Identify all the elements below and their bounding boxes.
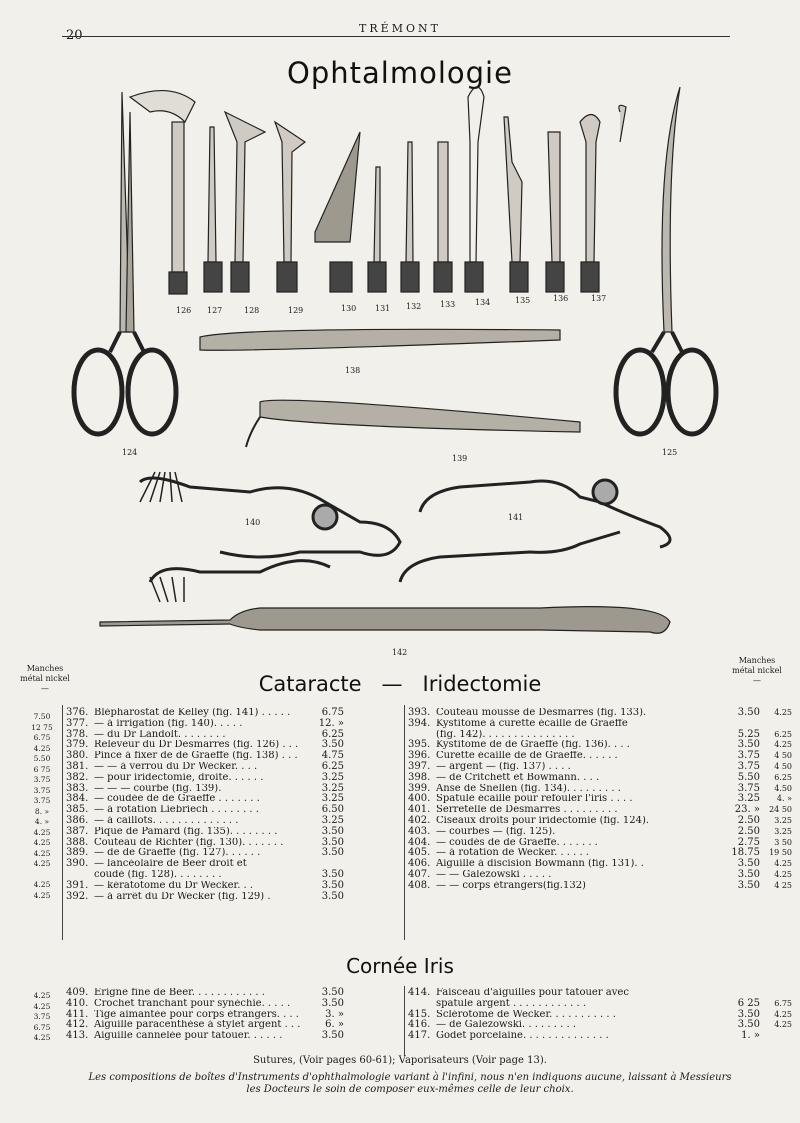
list-item	[66, 870, 344, 881]
list-item	[408, 816, 792, 827]
item-price: 3.50	[737, 739, 760, 751]
right-column-header-dash: —	[753, 676, 761, 685]
item-text: Sclérotome de Wecker. . . . . . . . . . .	[436, 1009, 616, 1020]
item-nickel	[760, 719, 792, 730]
item-text: coudé (fig. 128). . . . . . . .	[94, 869, 222, 880]
nickel-price: 3.75	[33, 1012, 51, 1021]
item-num: 399.	[408, 782, 431, 794]
item-text: Aiguille paracenthèse à stylet argent . . .	[94, 1020, 301, 1031]
item-text: Serretelle de Desmarres . . . . . . . . .	[436, 805, 618, 816]
item-text: — pour iridectomie, droite. . . . . .	[94, 772, 264, 783]
item-num: 415.	[408, 1008, 431, 1020]
title-cataracte: Cataracte	[258, 672, 362, 696]
item-price: 2.50	[737, 825, 760, 837]
item-price: 3.25	[321, 793, 344, 805]
item-price: 6.25	[321, 728, 344, 740]
item-text: — lancéolaire de Beer droit et	[94, 859, 247, 870]
item-nickel: 24 50	[769, 805, 792, 815]
cataracte-left-list	[66, 708, 344, 902]
list-item	[66, 999, 344, 1010]
item-price: 3.50	[737, 1008, 760, 1020]
list-item	[66, 859, 344, 870]
item-nickel: 4.25	[774, 708, 792, 717]
list-item	[408, 848, 792, 859]
item-num: 381.	[66, 760, 89, 772]
list-item	[408, 1020, 792, 1031]
item-price: 3.50	[321, 997, 344, 1009]
item-text: — à caillots. . . . . . . . . . . . . .	[94, 815, 239, 826]
item-text: — — corps étrangers(fig.132)	[436, 880, 586, 891]
item-num: 388.	[66, 836, 89, 848]
item-num: 414.	[408, 987, 431, 998]
list-item	[408, 762, 792, 773]
item-price: 3.25	[737, 793, 760, 805]
item-num: 403.	[408, 825, 431, 837]
item-num: 380.	[66, 750, 89, 762]
item-price: 3.50	[737, 879, 760, 891]
nickel-price	[22, 870, 62, 881]
item-price: 6. »	[325, 1019, 344, 1031]
nickel-price: 4.25	[33, 827, 51, 837]
item-nickel: 4.25	[774, 869, 792, 879]
item-text: — kératotome du Dr Wecker. . .	[94, 880, 254, 891]
item-price: 3.50	[737, 1019, 760, 1031]
list-item	[408, 859, 792, 870]
list-item	[66, 773, 344, 784]
nickel-price: 5.50	[33, 754, 51, 763]
item-text: Tige aimantée pour corps étrangers. . . .	[94, 1009, 299, 1020]
item-text: — à irrigation (fig. 140). . . . .	[94, 718, 243, 729]
item-price: 3.50	[321, 987, 344, 998]
item-nickel: 6.25	[774, 729, 792, 739]
fig-label-125: 125	[662, 448, 678, 457]
item-price: 4.75	[321, 750, 344, 762]
item-text: — à rotation de Wecker. . . . . .	[436, 848, 590, 859]
nickel-price: 4.25	[33, 859, 51, 868]
nickel-price: 4.25	[33, 848, 51, 858]
fig-label-126: 126	[176, 306, 192, 315]
item-nickel: 4.25	[774, 740, 792, 750]
list-item	[408, 1010, 792, 1021]
item-num: 382.	[66, 771, 89, 783]
item-text: — coudés de de Graeffe. . . . . . .	[436, 837, 598, 848]
item-text: Couteau de Richter (fig. 130). . . . . . .	[94, 837, 284, 848]
handle-instruments-drawing	[130, 87, 626, 294]
item-text: — de Galezowski. . . . . . . . .	[436, 1020, 577, 1031]
item-price: 3.50	[321, 890, 344, 902]
item-num: 394.	[408, 717, 431, 729]
list-item	[66, 1020, 344, 1031]
item-nickel: 6.25	[774, 772, 792, 782]
list-item	[66, 881, 344, 892]
item-text: Aiguille cannelée pour tatouer. . . . . .	[94, 1031, 283, 1042]
list-item	[66, 805, 344, 816]
item-num: 392.	[66, 890, 89, 902]
list-item	[66, 848, 344, 859]
item-num: 378.	[66, 728, 89, 740]
item-num: 407.	[408, 868, 431, 880]
nickel-price: 6 75	[33, 764, 51, 774]
item-nickel: 4. »	[776, 794, 792, 804]
section-title-cataracte	[0, 672, 800, 696]
nickel-price: 4.25	[33, 1001, 51, 1011]
item-text: Kystitome de de Graeffe (fig. 136). . . .	[436, 740, 630, 751]
item-nickel: 4 50	[774, 761, 792, 771]
left-divider	[62, 705, 63, 940]
item-text: — de Critchett et Bowmann. . . .	[436, 772, 600, 783]
left-nickel-prices	[22, 712, 62, 901]
item-nickel	[760, 1031, 792, 1042]
fig-label-139: 139	[452, 454, 468, 463]
item-num: 386.	[66, 814, 89, 826]
sutures-line: Sutures, (Voir pages 60-61); Vaporisateurs (Voir page 13).	[253, 1055, 547, 1066]
item-num: 413.	[66, 1030, 89, 1042]
nickel-price: 8. »	[34, 806, 50, 816]
list-item	[66, 816, 344, 827]
nickel-price: 4.25	[33, 890, 51, 900]
item-num: 396.	[408, 750, 431, 762]
footer-note: Les compositions de boîtes d'Instruments d'ophthalmologie variant à l'infini, nous n'en indiquons aucune, laissant à Messieurs les Docteurs le soin de composer eux-mêmes celle de leur choix.	[88, 1072, 732, 1095]
item-num: 406.	[408, 858, 431, 870]
item-price: 3.50	[321, 847, 344, 859]
nickel-price: 3.75	[33, 775, 51, 784]
item-num: 417.	[408, 1030, 431, 1042]
item-price: 23. »	[734, 804, 760, 816]
fig-label-138: 138	[345, 366, 361, 375]
item-price: 2.75	[737, 836, 760, 848]
item-price: 3.25	[321, 782, 344, 794]
item-price: 3.50	[737, 858, 760, 870]
item-price: 3.50	[321, 825, 344, 837]
list-item	[66, 827, 344, 838]
list-item	[66, 762, 344, 773]
nickel-price: 6.75	[33, 733, 51, 742]
list-item	[66, 740, 344, 751]
item-price: 2.50	[737, 814, 760, 826]
item-num	[408, 999, 436, 1010]
instruments-illustration	[60, 82, 740, 662]
item-num: 398.	[408, 771, 431, 783]
list-item	[408, 730, 792, 741]
fig-label-141: 141	[508, 513, 524, 522]
fig-label-142: 142	[392, 648, 408, 657]
item-price: 3.50	[321, 836, 344, 848]
item-num: 384.	[66, 793, 89, 805]
item-num: 416.	[408, 1019, 431, 1031]
item-text: Pince à fixer de de Graeffe (fig. 138) . . .	[94, 751, 298, 762]
item-text: — du Dr Landolt. . . . . . . .	[94, 729, 226, 740]
item-price: 3.50	[737, 707, 760, 718]
fig-label-133: 133	[440, 300, 456, 309]
header-rule	[62, 36, 730, 37]
kystitome-142-drawing	[100, 607, 670, 634]
item-num: 387.	[66, 825, 89, 837]
speculum-141-drawing	[400, 480, 670, 582]
item-num: 379.	[66, 739, 89, 751]
item-nickel: 4 50	[774, 751, 792, 761]
item-text: Crochet tranchant pour synéchie. . . . .	[94, 998, 291, 1009]
item-price	[730, 719, 760, 730]
item-text: Anse de Snellen (fig. 134). . . . . . . . .	[436, 783, 621, 794]
nickel-price: 4.25	[33, 838, 51, 847]
nickel-price: 4.25	[33, 991, 51, 1000]
item-price: 3.25	[321, 771, 344, 783]
item-text: — — à verrou du Dr Wecker. . . .	[94, 761, 258, 772]
item-num: 400.	[408, 793, 431, 805]
list-item	[66, 708, 344, 719]
item-nickel: 6.75	[774, 998, 792, 1008]
nickel-price: 4.25	[33, 743, 51, 753]
item-price: 1. »	[741, 1030, 760, 1042]
item-num: 377.	[66, 717, 89, 729]
cornee-left-list	[66, 988, 344, 1042]
list-item	[408, 784, 792, 795]
item-num: 412.	[66, 1019, 89, 1031]
cornee-left-nickel-prices	[22, 991, 62, 1044]
item-num: 401.	[408, 804, 431, 816]
item-num: 408.	[408, 879, 431, 891]
item-text: spatule argent . . . . . . . . . . . .	[436, 998, 587, 1009]
list-item	[66, 751, 344, 762]
item-price: 3.75	[737, 782, 760, 794]
item-text: Faisceau d'aiguilles pour tatouer avec	[436, 988, 629, 998]
list-item	[408, 881, 792, 892]
item-text: — — Galezowski . . . . .	[436, 869, 552, 880]
item-num: 410.	[66, 997, 89, 1009]
item-text: — à arrêt du Dr Wecker (fig. 129) .	[94, 891, 271, 902]
list-item	[408, 805, 792, 816]
list-item	[408, 988, 792, 999]
nickel-price: 4.25	[33, 1033, 51, 1042]
item-text: Spatule écaille pour refouler l'iris . . . .	[436, 794, 633, 805]
list-item	[66, 794, 344, 805]
left-column-header-dash: —	[41, 684, 49, 693]
item-text: (fig. 142). . . . . . . . . . . . . . .	[436, 729, 575, 740]
nickel-price: 3.75	[33, 785, 51, 795]
page-number: 20	[66, 28, 83, 43]
list-item	[408, 740, 792, 751]
cataracte-right-list	[408, 708, 792, 892]
item-price: 5.25	[737, 728, 760, 740]
item-price: 5.50	[737, 771, 760, 783]
list-item	[408, 999, 792, 1010]
item-num: 402.	[408, 814, 431, 826]
item-text: Blépharostat de Kelley (fig. 141) . . . . .	[94, 708, 291, 718]
item-price: 3.50	[737, 868, 760, 880]
list-item	[66, 719, 344, 730]
item-text: — coudée de de Graeffe . . . . . . .	[94, 794, 260, 805]
nickel-price: 7.50	[33, 712, 51, 721]
fig-label-137: 137	[591, 294, 607, 303]
item-nickel: 4.50	[774, 783, 792, 793]
center-divider-cornee	[404, 986, 405, 1056]
forceps-139-drawing	[246, 400, 580, 447]
fig-label-127: 127	[207, 306, 223, 315]
list-item	[408, 708, 792, 719]
item-num: 385.	[66, 804, 89, 816]
left-column-header-text: Manches métal nickel	[20, 664, 70, 683]
item-text: Erigne fine de Beer. . . . . . . . . . . .	[94, 988, 265, 998]
item-price: 3.50	[321, 868, 344, 880]
item-text: — de de Graeffe (fig. 127). . . . . .	[94, 848, 261, 859]
item-price: 3.75	[737, 760, 760, 772]
item-price: 3.50	[321, 1030, 344, 1042]
scissors-125-drawing	[616, 87, 716, 434]
nickel-price: 12 75	[31, 722, 53, 732]
item-nickel: 3 50	[774, 837, 792, 847]
list-item	[66, 838, 344, 849]
item-price: 3. »	[325, 1008, 344, 1020]
title-dash: —	[381, 672, 403, 696]
item-text: — à rotation Liebriech . . . . . . . .	[94, 805, 259, 816]
list-item	[408, 751, 792, 762]
list-item	[66, 784, 344, 795]
scissors-124-drawing	[74, 92, 176, 434]
item-num: 376.	[66, 707, 89, 718]
item-text: — — — courbe (fig. 139).	[94, 783, 222, 794]
item-price: 18.75	[731, 847, 760, 859]
fig-label-131: 131	[375, 304, 391, 313]
nickel-price: 6.75	[33, 1022, 51, 1032]
list-item	[66, 892, 344, 903]
item-nickel: 4 25	[774, 880, 792, 890]
fig-label-140: 140	[245, 518, 261, 527]
nickel-price: 3.75	[33, 796, 51, 805]
nickel-price: 4.25	[33, 880, 51, 889]
item-text: Godet porcelaine. . . . . . . . . . . . . .	[436, 1031, 609, 1042]
item-price: 6 25	[737, 997, 760, 1009]
list-item	[66, 1010, 344, 1021]
item-text: Releveur du Dr Desmarres (fig. 126) . . .	[94, 740, 299, 751]
fig-label-134: 134	[475, 298, 491, 307]
item-price: 3.50	[321, 879, 344, 891]
list-item	[408, 827, 792, 838]
right-column-header-text: Manches métal nickel	[732, 656, 782, 675]
title-iridectomie: Iridectomie	[422, 672, 542, 696]
center-divider	[404, 705, 405, 940]
list-item	[408, 773, 792, 784]
list-item	[66, 730, 344, 741]
fig-label-136: 136	[553, 294, 569, 303]
fig-label-135: 135	[515, 296, 531, 305]
item-num: 389.	[66, 847, 89, 859]
list-item	[408, 870, 792, 881]
item-num: 405.	[408, 847, 431, 859]
item-nickel	[760, 988, 792, 999]
fig-label-124: 124	[122, 448, 138, 457]
speculum-140-drawing	[140, 472, 400, 602]
item-num: 409.	[66, 987, 89, 998]
item-num: 393.	[408, 707, 431, 718]
item-nickel: 4.25	[774, 859, 792, 869]
item-text: Couteau mousse de Desmarres (fig. 133).	[436, 708, 647, 718]
item-num: 383.	[66, 782, 89, 794]
item-num: 397.	[408, 760, 431, 772]
list-item	[408, 719, 792, 730]
item-price: 6.50	[321, 804, 344, 816]
fig-label-128: 128	[244, 306, 260, 315]
item-nickel: 4.25	[774, 1020, 792, 1030]
item-num: 411.	[66, 1008, 89, 1020]
page-title: Ophtalmologie	[287, 56, 513, 90]
item-text: Curette écaille de de Graeffe. . . . . .	[436, 751, 618, 762]
item-price: 12. »	[318, 717, 344, 729]
item-nickel: 3.25	[774, 815, 792, 825]
section-title-cornee-iris: Cornée Iris	[346, 954, 454, 978]
list-item	[66, 1031, 344, 1042]
item-text: Kystitome à curette écaille de Graeffe	[436, 718, 628, 729]
item-num: 395.	[408, 739, 431, 751]
cornee-right-list	[408, 988, 792, 1042]
item-price: 3.75	[737, 750, 760, 762]
item-price: 3.50	[321, 739, 344, 751]
item-text: — argent — (fig. 137) . . . .	[436, 761, 571, 772]
fig-label-129: 129	[288, 306, 304, 315]
list-item	[66, 988, 344, 999]
item-num: 390.	[66, 858, 89, 870]
fig-label-130: 130	[341, 304, 357, 313]
list-item	[408, 1031, 792, 1042]
item-text: — courbes — (fig. 125).	[436, 826, 556, 837]
item-text: Pique de Pamard (fig. 135). . . . . . . .	[94, 826, 278, 837]
item-price: 6.75	[321, 707, 344, 718]
forceps-138-drawing	[200, 329, 560, 350]
item-text: Aiguille à discision Bowmann (fig. 131). .	[436, 859, 644, 870]
item-num: 404.	[408, 836, 431, 848]
item-num: 391.	[66, 879, 89, 891]
item-nickel: 4.25	[774, 1009, 792, 1019]
item-text: Ciseaux droits pour iridectomie (fig. 124).	[436, 815, 650, 826]
item-price: 6.25	[321, 760, 344, 772]
item-nickel: 19 50	[769, 848, 792, 858]
item-nickel: 3.25	[774, 826, 792, 836]
left-column-header	[18, 664, 72, 694]
fig-label-132: 132	[406, 302, 422, 311]
running-head: TRÉMONT	[359, 22, 441, 35]
nickel-price: 4. »	[34, 817, 50, 826]
item-price: 3.25	[321, 814, 344, 826]
right-column-header	[730, 656, 784, 686]
